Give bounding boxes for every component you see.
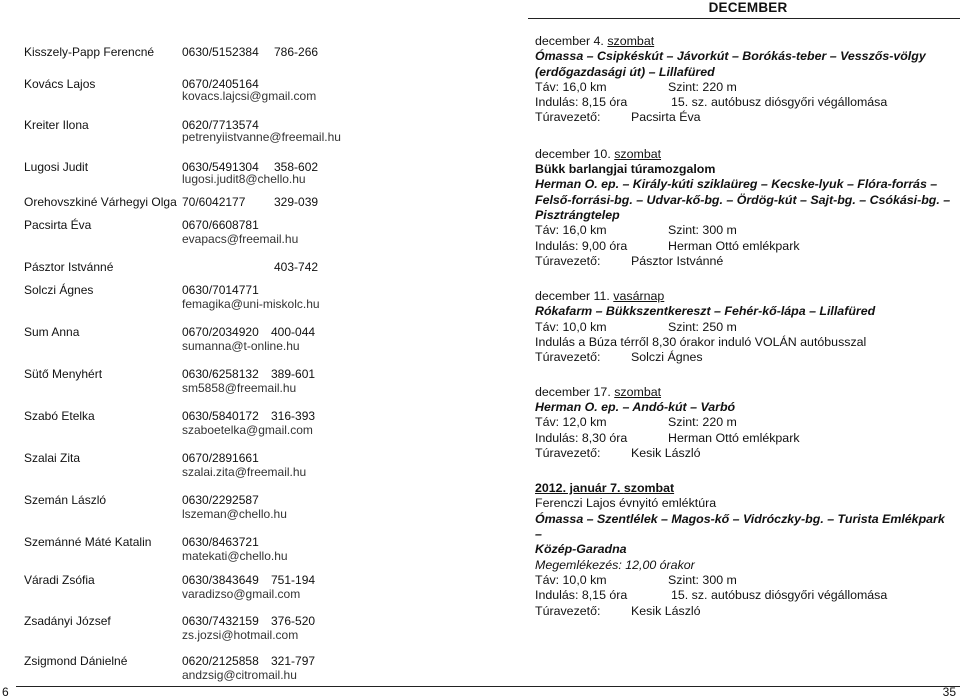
contact-email: andzsig@citromail.hu <box>182 668 297 682</box>
footer-divider <box>16 686 960 687</box>
contact-phone: 0630/8463721 <box>182 535 259 549</box>
contact-landline: 376-520 <box>271 614 316 628</box>
contact-landline: 329-039 <box>274 195 319 209</box>
contact-landline: 400-044 <box>271 325 316 339</box>
list-item <box>24 325 494 367</box>
event-subtitle: Ferenczi Lajos évnyitó emléktúra <box>535 496 717 511</box>
contact-name: Kreiter Ilona <box>24 118 89 132</box>
event-distance-row: Táv: 16,0 km Szint: 300 m <box>535 223 737 238</box>
event-leader-row: Túravezető: Kesik László <box>535 445 701 460</box>
list-item <box>24 409 494 451</box>
event-leader-row: Túravezető: Kesik László <box>535 603 701 618</box>
contact-landline: 358-602 <box>274 160 319 174</box>
contact-email: evapacs@freemail.hu <box>182 232 299 246</box>
contact-email: kovacs.lajcsi@gmail.com <box>182 89 317 103</box>
list-item <box>24 367 494 409</box>
list-item <box>24 535 494 573</box>
event-departure-row: Indulás: 8,30 óra Herman Ottó emlékpark <box>535 430 800 445</box>
contact-email: lszeman@chello.hu <box>182 507 287 521</box>
event-route: Pisztrángtelep <box>535 207 620 222</box>
contact-name: Pásztor Istvánné <box>24 260 114 274</box>
event-departure-row: Indulás: 9,00 óra Herman Ottó emlékpark <box>535 238 800 253</box>
list-item <box>24 451 494 493</box>
event-distance-row: Táv: 16,0 km Szint: 220 m <box>535 79 737 94</box>
contact-name: Kisszely-Papp Ferencné <box>24 45 155 59</box>
contact-phone: 0620/2125858 <box>182 654 259 668</box>
contact-phone: 0620/7713574 <box>182 118 259 132</box>
contact-name: Szalai Zita <box>24 451 81 465</box>
contact-landline: 316-393 <box>271 409 316 423</box>
event-route: Herman O. ep. – Király-kúti sziklaüreg – Kecske-lyuk – Flóra-forrás – <box>535 177 938 192</box>
contact-phone: 0630/6258132 <box>182 367 259 381</box>
event-departure-row: Indulás: 8,15 óra 15. sz. autóbusz diósgyőri végállomása <box>535 588 888 603</box>
contact-name: Lugosi Judit <box>24 160 89 174</box>
contact-email: femagika@uni-miskolc.hu <box>182 297 320 311</box>
contact-phone: 0670/2034920 <box>182 325 259 339</box>
event-route: Közép-Garadna <box>535 542 627 557</box>
contact-phone: 0630/2292587 <box>182 493 259 507</box>
contact-email: sumanna@t-online.hu <box>182 339 300 353</box>
event-title: Bükk barlangjai túramozgalom <box>535 162 716 177</box>
contact-email: szaboetelka@gmail.com <box>182 423 313 437</box>
event-route: (erdőgazdasági út) – Lillafüred <box>535 64 715 79</box>
event-date: 2012. január 7. szombat <box>535 481 675 496</box>
event-route: Rókafarm – Bükkszentkereszt – Fehér-kő-lápa – Lillafüred <box>535 304 876 319</box>
event-leader-row: Túravezető: Pásztor Istvánné <box>535 253 724 268</box>
event-jan-7 <box>535 481 955 619</box>
hike-schedule <box>535 34 955 634</box>
contact-phone: 0630/7014771 <box>182 283 259 297</box>
event-departure-row: Indulás: 8,15 óra 15. sz. autóbusz diósgyőri végállomása <box>535 95 888 110</box>
event-distance-row: Táv: 10,0 km Szint: 300 m <box>535 572 737 587</box>
contact-phone: 0630/5840172 <box>182 409 259 423</box>
page-title: DECEMBER <box>708 0 788 15</box>
event-route: Ómassa – Szentlélek – Magos-kő – Vidróczky-bg. – Turista Emlékpark – <box>535 511 945 542</box>
contact-phone: 0630/5152384 <box>182 45 259 59</box>
contact-landline: 786-266 <box>274 45 319 59</box>
list-item <box>24 218 494 260</box>
list-item <box>24 283 494 325</box>
contact-name: Sütő Menyhért <box>24 367 103 381</box>
contact-name: Váradi Zsófia <box>24 573 95 587</box>
event-date: december 11. vasárnap <box>535 289 665 304</box>
list-item <box>24 118 494 160</box>
event-dec-10 <box>535 147 955 269</box>
contact-landline: 403-742 <box>274 260 319 274</box>
event-distance-row: Táv: 10,0 km Szint: 250 m <box>535 319 737 334</box>
contact-name: Zsadányi József <box>24 614 111 628</box>
event-date: december 4. szombat <box>535 34 655 48</box>
contact-name: Szabó Etelka <box>24 409 95 423</box>
event-dec-4 <box>535 34 955 126</box>
event-leader-row: Túravezető: Pacsirta Éva <box>535 110 701 125</box>
page-number-left: 6 <box>2 685 9 699</box>
event-departure-row: Indulás a Búza térről 8,30 órakor induló VOLÁN autóbusszal <box>535 335 867 350</box>
list-item <box>24 45 494 77</box>
event-date: december 10. szombat <box>535 146 662 161</box>
contact-name: Sum Anna <box>24 325 80 339</box>
list-item <box>24 160 494 195</box>
event-dec-11 <box>535 289 955 365</box>
event-distance-row: Táv: 12,0 km Szint: 220 m <box>535 415 737 430</box>
contact-landline: 389-601 <box>271 367 316 381</box>
contact-email: matekati@chello.hu <box>182 549 288 563</box>
page-number-right: 35 <box>942 685 956 699</box>
contact-phone: 70/6042177 <box>182 195 246 209</box>
contact-email: petrenyiistvanne@freemail.hu <box>182 130 341 144</box>
contact-name: Zsigmond Dánielné <box>24 654 128 668</box>
event-date: december 17. szombat <box>535 384 662 399</box>
contact-name: Kovács Lajos <box>24 77 96 91</box>
contact-email: zs.jozsi@hotmail.com <box>182 628 299 642</box>
contact-name: Solczi Ágnes <box>24 283 94 297</box>
contact-email: sm5858@freemail.hu <box>182 381 297 395</box>
list-item <box>24 77 494 118</box>
contact-phone: 0630/7432159 <box>182 614 259 628</box>
list-item <box>24 195 494 218</box>
contact-phone: 0670/2891661 <box>182 451 259 465</box>
event-dec-17 <box>535 385 955 461</box>
list-item <box>24 493 494 535</box>
contact-email: szalai.zita@freemail.hu <box>182 465 307 479</box>
event-route: Felső-forrási-bg. – Udvar-kő-bg. – Ördög-kút – Sajt-bg. – Csókási-bg. – <box>535 192 951 207</box>
contact-phone: 0630/3843649 <box>182 573 259 587</box>
contact-phone: 0630/5491304 <box>182 160 259 174</box>
event-route: Herman O. ep. – Andó-kút – Varbó <box>535 399 736 414</box>
contact-email: varadizso@gmail.com <box>182 587 301 601</box>
list-item <box>24 573 494 614</box>
list-item <box>24 614 494 654</box>
contact-phone: 0670/2405164 <box>182 77 259 91</box>
event-leader-row: Túravezető: Solczi Ágnes <box>535 350 703 365</box>
contact-name: Szemán László <box>24 493 107 507</box>
event-memorial: Megemlékezés: 12,00 órakor <box>535 557 695 572</box>
contact-list <box>24 45 494 688</box>
event-route: Ómassa – Csipkéskút – Jávorkút – Borókás-teber – Vesszős-völgy <box>535 49 926 64</box>
contact-landline: 751-194 <box>271 573 316 587</box>
contact-name: Pacsirta Éva <box>24 218 92 232</box>
contact-name: Orehovszkiné Várhegyi Olga <box>24 195 177 209</box>
contact-email: lugosi.judit8@chello.hu <box>182 172 306 186</box>
contact-landline: 321-797 <box>271 654 316 668</box>
list-item <box>24 260 494 283</box>
list-item <box>24 654 494 688</box>
contact-phone: 0670/6608781 <box>182 218 259 232</box>
contact-name: Szemánné Máté Katalin <box>24 535 152 549</box>
header-divider <box>528 18 960 19</box>
